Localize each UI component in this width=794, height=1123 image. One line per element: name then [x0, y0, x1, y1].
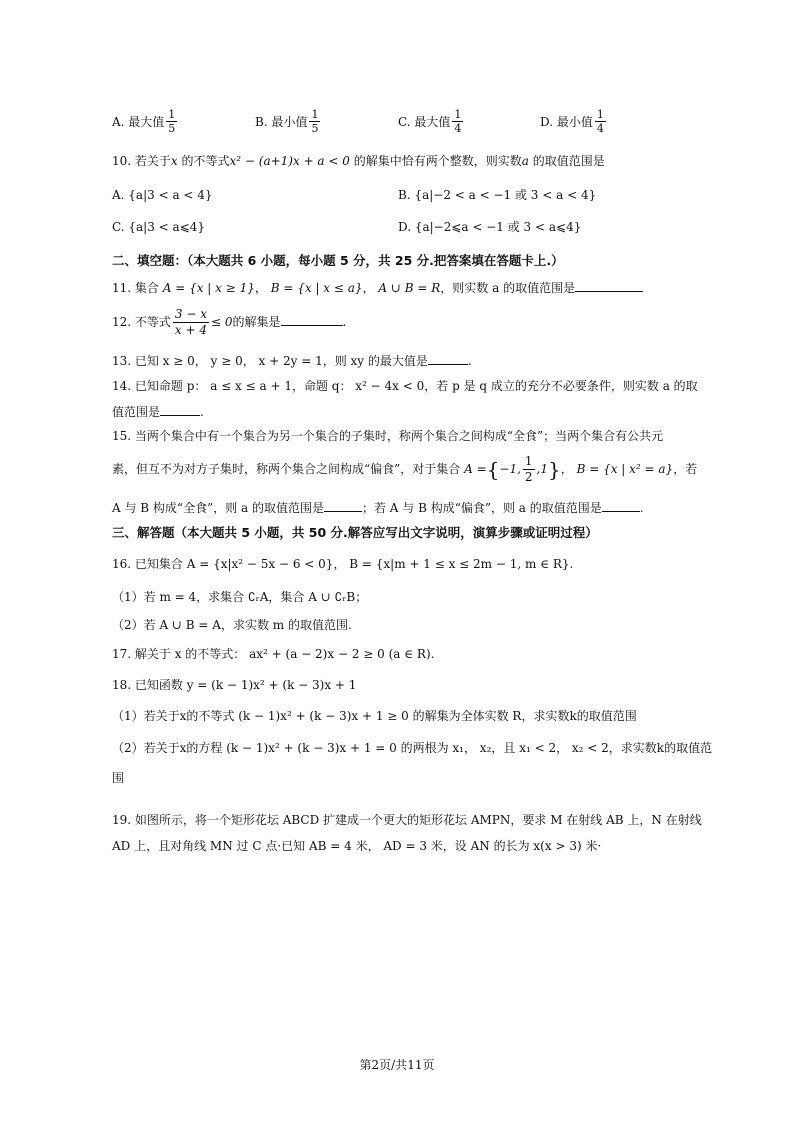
q15-line1: 15. 当两个集合中有一个集合为另一个集合的子集时，称两个集合之间构成“全食”；当两个集合有公共元 [112, 429, 664, 443]
q15-line3: A 与 B 构成“全食”，则 a 的取值范围是 ；若 A 与 B 构成“偏食”，则 a 的取值范围是 . [112, 501, 644, 515]
fraction: $\frac{3 - x}{x + 4}$ [174, 307, 207, 337]
fraction: $\frac{1}{5}$ [168, 108, 176, 135]
q9-option-d: D. 最小值 $\frac{1}{4}$ [540, 108, 604, 135]
q9-option-a: A. 最大值 $\frac{1}{5}$ [112, 108, 176, 135]
q18-part1: （1）若关于x的不等式 (k − 1)x² + (k − 3)x + 1 ≥ 0 的解集为全体实数 R，求实数k的取值范围 [112, 709, 637, 723]
answer-blank[interactable] [160, 403, 200, 416]
section-heading-answers: 三、解答题（本大题共 5 小题，共 50 分.解答应写出文字说明，演算步骤或证明过程） [112, 525, 598, 540]
page-footer: 第2页/共11页 [359, 1058, 435, 1072]
q10-option-c: C. {a|3 < a⩽4} [112, 220, 206, 234]
q16-stem: 16. 已知集合 A = {x|x² − 5x − 6 < 0}， B = {x|m + 1 ≤ x ≤ 2m − 1, m ∈ R}. [112, 557, 574, 571]
q19-line1: 19. 如图所示，将一个矩形花坛 ABCD 扩建成一个更大的矩形花坛 AMPN，要求 M 在射线 AB 上，N 在射线 [112, 813, 702, 827]
answer-blank[interactable] [602, 499, 640, 512]
q16-part1: （1）若 m = 4，求集合 ∁ᵣA，集合 A ∪ ∁ᵣB； [112, 590, 368, 604]
q18-part2-line2: 围 [112, 771, 125, 785]
q11: 11. 集合 A = {x | x ≥ 1}， B = {x | x ≤ a}， A ∪ B = R，则实数 a 的取值范围是 [112, 279, 643, 296]
q10-option-d: D. {a|−2⩽a < −1 或 3 < a⩽4} [398, 220, 582, 234]
q9-option-c: C. 最大值 $\frac{1}{4}$ [398, 108, 462, 135]
section-heading-fill-in: 二、填空题：（本大题共 6 小题，每小题 5 分，共 25 分.把答案填在答题卡上.） [112, 253, 564, 268]
fraction: $\frac{1}{2}$ [524, 454, 533, 484]
answer-blank[interactable] [428, 352, 468, 365]
q14-line2: 值范围是 . [112, 405, 204, 419]
answer-blank[interactable] [324, 499, 362, 512]
answer-blank[interactable] [281, 313, 343, 326]
q12: 12. 不等式 $\frac{3 - x}{x + 4}$ ≤ 0的解集是 . [112, 307, 347, 337]
fraction: $\frac{1}{4}$ [454, 108, 462, 135]
q15-line2: 素，但互不为对方子集时，称两个集合之间构成“偏食”，对于集合 A ={−1, $\frac{1}{2}$ ,1}， B = {x | x² = a}，若 [112, 454, 698, 484]
q13: 13. 已知 x ≥ 0， y ≥ 0， x + 2y = 1，则 xy 的最大值是 . [112, 354, 472, 368]
q16-part2: （2）若 A ∪ B = A，求实数 m 的取值范围. [112, 618, 352, 632]
q10-option-a: A. {a|3 < a < 4} [112, 188, 213, 202]
q14-line1: 14. 已知命题 p： a ≤ x ≤ a + 1，命题 q： x² − 4x < 0，若 p 是 q 成立的充分不必要条件，则实数 a 的取 [112, 379, 698, 393]
answer-blank[interactable] [575, 279, 643, 292]
q10-stem: 10. 若关于x 的不等式x² − (a+1)x + a < 0 的解集中恰有两个整数，则实数a 的取值范围是 [112, 154, 605, 168]
q9-option-b: B. 最小值 $\frac{1}{5}$ [255, 108, 319, 135]
fraction: $\frac{1}{5}$ [311, 108, 319, 135]
q19-line2: AD 上，且对角线 MN 过 C 点·已知 AB = 4 米， AD = 3 米，设 AN 的长为 x(x > 3) 米· [112, 839, 602, 853]
q10-option-b: B. {a|−2 < a < −1 或 3 < a < 4} [398, 188, 597, 202]
q18-part2-line1: （2）若关于x的方程 (k − 1)x² + (k − 3)x + 1 = 0 的两根为 x₁， x₂，且 x₁ < 2， x₂ < 2，求实数k的取值范 [112, 741, 713, 755]
q17-stem: 17. 解关于 x 的不等式： ax² + (a − 2)x − 2 ≥ 0 (a ∈ R). [112, 647, 435, 661]
fraction: $\frac{1}{4}$ [596, 108, 604, 135]
q18-stem: 18. 已知函数 y = (k − 1)x² + (k − 3)x + 1 [112, 678, 357, 692]
